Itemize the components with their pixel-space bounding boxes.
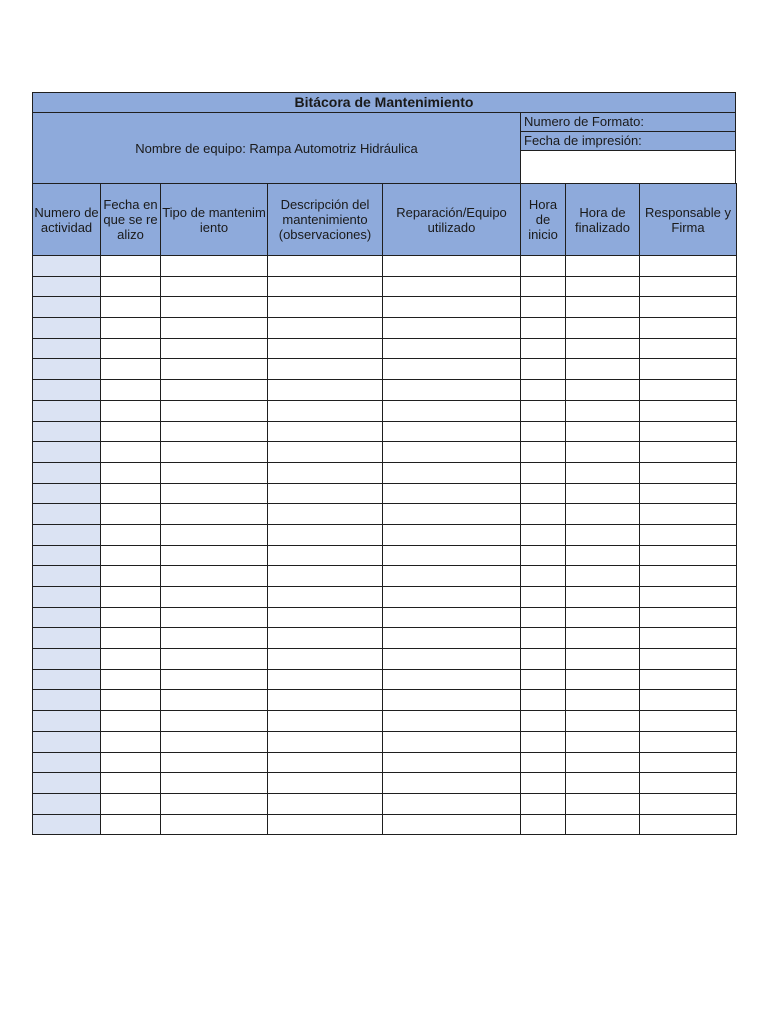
log-cell[interactable]: [566, 504, 640, 525]
log-row: [33, 628, 737, 649]
log-cell[interactable]: [161, 649, 268, 670]
log-cell[interactable]: [33, 649, 101, 670]
log-cell[interactable]: [268, 359, 383, 380]
log-cell[interactable]: [161, 442, 268, 463]
log-row: [33, 504, 737, 525]
log-cell[interactable]: [566, 607, 640, 628]
log-cell[interactable]: [640, 731, 737, 752]
log-cell[interactable]: [33, 752, 101, 773]
log-cell[interactable]: [268, 545, 383, 566]
log-cell[interactable]: [161, 711, 268, 732]
log-cell[interactable]: [566, 752, 640, 773]
print-date-label: Fecha de impresión:: [521, 132, 735, 151]
log-cell[interactable]: [268, 814, 383, 835]
log-cell[interactable]: [268, 380, 383, 401]
log-cell[interactable]: [268, 731, 383, 752]
log-cell[interactable]: [521, 462, 566, 483]
log-cell[interactable]: [33, 566, 101, 587]
log-cell[interactable]: [268, 276, 383, 297]
log-cell[interactable]: [640, 628, 737, 649]
log-cell[interactable]: [33, 607, 101, 628]
log-cell[interactable]: [33, 276, 101, 297]
log-cell[interactable]: [268, 297, 383, 318]
log-cell[interactable]: [566, 793, 640, 814]
log-row: [33, 545, 737, 566]
log-cell[interactable]: [383, 587, 521, 608]
log-cell[interactable]: [101, 297, 161, 318]
log-cell[interactable]: [383, 256, 521, 277]
col-header-start-time: Hora de inicio: [521, 184, 566, 256]
log-cell[interactable]: [101, 338, 161, 359]
log-title: Bitácora de Mantenimiento: [32, 92, 736, 113]
log-cell[interactable]: [33, 690, 101, 711]
log-row: [33, 752, 737, 773]
log-cell[interactable]: [33, 462, 101, 483]
log-cell[interactable]: [101, 545, 161, 566]
log-cell[interactable]: [383, 421, 521, 442]
log-cell[interactable]: [101, 752, 161, 773]
log-cell[interactable]: [33, 814, 101, 835]
log-row: [33, 256, 737, 277]
col-header-end-time: Hora de finalizado: [566, 184, 640, 256]
log-cell[interactable]: [33, 587, 101, 608]
log-cell[interactable]: [383, 793, 521, 814]
log-cell[interactable]: [640, 566, 737, 587]
log-cell[interactable]: [161, 731, 268, 752]
log-cell[interactable]: [383, 359, 521, 380]
log-cell[interactable]: [268, 690, 383, 711]
log-cell[interactable]: [383, 400, 521, 421]
log-cell[interactable]: [101, 587, 161, 608]
equipment-name-label: Nombre de equipo: Rampa Automotriz Hidráulica: [33, 113, 521, 183]
log-cell[interactable]: [161, 607, 268, 628]
log-cell[interactable]: [640, 400, 737, 421]
log-cell[interactable]: [101, 276, 161, 297]
header-row: [33, 184, 737, 256]
log-cell[interactable]: [268, 256, 383, 277]
log-cell[interactable]: [521, 607, 566, 628]
log-row: [33, 711, 737, 732]
log-cell[interactable]: [161, 752, 268, 773]
log-row: [33, 587, 737, 608]
log-cell[interactable]: [161, 628, 268, 649]
log-cell[interactable]: [161, 297, 268, 318]
log-cell[interactable]: [640, 256, 737, 277]
log-cell[interactable]: [640, 421, 737, 442]
log-row: [33, 669, 737, 690]
log-cell[interactable]: [640, 442, 737, 463]
log-cell[interactable]: [161, 276, 268, 297]
log-cell[interactable]: [161, 566, 268, 587]
log-cell[interactable]: [521, 649, 566, 670]
log-cell[interactable]: [566, 400, 640, 421]
log-cell[interactable]: [566, 566, 640, 587]
log-cell[interactable]: [521, 545, 566, 566]
log-cell[interactable]: [521, 731, 566, 752]
log-cell[interactable]: [101, 400, 161, 421]
log-cell[interactable]: [640, 649, 737, 670]
log-cell[interactable]: [521, 669, 566, 690]
log-cell[interactable]: [566, 256, 640, 277]
log-cell[interactable]: [33, 256, 101, 277]
log-cell[interactable]: [640, 669, 737, 690]
log-cell[interactable]: [101, 814, 161, 835]
log-cell[interactable]: [268, 669, 383, 690]
log-cell[interactable]: [383, 566, 521, 587]
log-cell[interactable]: [640, 773, 737, 794]
log-cell[interactable]: [383, 731, 521, 752]
log-cell[interactable]: [383, 814, 521, 835]
log-cell[interactable]: [566, 380, 640, 401]
log-cell[interactable]: [101, 566, 161, 587]
log-cell[interactable]: [383, 483, 521, 504]
col-header-description: Descripción del mantenimiento (observaciones): [268, 184, 383, 256]
maintenance-log-sheet: [32, 92, 736, 835]
log-row: [33, 442, 737, 463]
log-cell[interactable]: [101, 793, 161, 814]
log-cell[interactable]: [161, 421, 268, 442]
log-cell[interactable]: [161, 400, 268, 421]
log-cell[interactable]: [268, 318, 383, 339]
log-cell[interactable]: [383, 504, 521, 525]
log-cell[interactable]: [161, 318, 268, 339]
log-cell[interactable]: [521, 504, 566, 525]
log-cell[interactable]: [383, 276, 521, 297]
log-cell[interactable]: [521, 793, 566, 814]
format-number-label: Numero de Formato:: [521, 113, 735, 132]
log-cell[interactable]: [268, 752, 383, 773]
log-cell[interactable]: [101, 711, 161, 732]
log-cell[interactable]: [521, 566, 566, 587]
log-cell[interactable]: [521, 690, 566, 711]
log-row: [33, 338, 737, 359]
log-cell[interactable]: [101, 690, 161, 711]
log-cell[interactable]: [640, 504, 737, 525]
log-cell[interactable]: [268, 524, 383, 545]
log-cell[interactable]: [521, 256, 566, 277]
log-cell[interactable]: [101, 380, 161, 401]
log-cell[interactable]: [566, 276, 640, 297]
log-cell[interactable]: [33, 793, 101, 814]
log-cell[interactable]: [521, 442, 566, 463]
log-cell[interactable]: [383, 711, 521, 732]
log-cell[interactable]: [640, 690, 737, 711]
log-cell[interactable]: [161, 380, 268, 401]
log-cell[interactable]: [268, 338, 383, 359]
log-cell[interactable]: [521, 400, 566, 421]
log-cell[interactable]: [101, 318, 161, 339]
log-cell[interactable]: [640, 524, 737, 545]
col-header-responsible: Responsable y Firma: [640, 184, 737, 256]
log-cell[interactable]: [268, 628, 383, 649]
log-cell[interactable]: [33, 359, 101, 380]
log-cell[interactable]: [161, 504, 268, 525]
log-row: [33, 421, 737, 442]
log-cell[interactable]: [33, 297, 101, 318]
log-cell[interactable]: [101, 359, 161, 380]
log-cell[interactable]: [161, 338, 268, 359]
log-cell[interactable]: [33, 545, 101, 566]
log-cell[interactable]: [33, 400, 101, 421]
log-cell[interactable]: [521, 338, 566, 359]
log-cell[interactable]: [33, 524, 101, 545]
log-body: [33, 256, 737, 835]
log-cell[interactable]: [640, 380, 737, 401]
log-cell[interactable]: [268, 483, 383, 504]
log-cell[interactable]: [268, 711, 383, 732]
log-cell[interactable]: [161, 669, 268, 690]
log-cell[interactable]: [33, 338, 101, 359]
log-cell[interactable]: [101, 524, 161, 545]
log-cell[interactable]: [566, 628, 640, 649]
log-cell[interactable]: [268, 793, 383, 814]
log-cell[interactable]: [566, 669, 640, 690]
col-header-date: Fecha en que se realizo: [101, 184, 161, 256]
equipment-info-section: [32, 113, 736, 183]
log-cell[interactable]: [566, 338, 640, 359]
log-row: [33, 400, 737, 421]
log-cell[interactable]: [161, 773, 268, 794]
log-cell[interactable]: [33, 318, 101, 339]
log-cell[interactable]: [521, 587, 566, 608]
log-cell[interactable]: [101, 628, 161, 649]
log-cell[interactable]: [521, 359, 566, 380]
log-cell[interactable]: [383, 338, 521, 359]
log-cell[interactable]: [566, 773, 640, 794]
log-cell[interactable]: [521, 483, 566, 504]
log-cell[interactable]: [161, 814, 268, 835]
log-cell[interactable]: [268, 566, 383, 587]
log-cell[interactable]: [33, 731, 101, 752]
log-cell[interactable]: [566, 731, 640, 752]
log-cell[interactable]: [566, 649, 640, 670]
log-cell[interactable]: [521, 297, 566, 318]
log-cell[interactable]: [161, 587, 268, 608]
log-row: [33, 462, 737, 483]
log-cell[interactable]: [566, 587, 640, 608]
log-cell[interactable]: [161, 690, 268, 711]
log-cell[interactable]: [268, 400, 383, 421]
log-cell[interactable]: [33, 773, 101, 794]
format-meta: [521, 113, 735, 183]
log-cell[interactable]: [161, 545, 268, 566]
log-cell[interactable]: [566, 814, 640, 835]
log-cell[interactable]: [383, 524, 521, 545]
log-cell[interactable]: [521, 773, 566, 794]
log-cell[interactable]: [640, 359, 737, 380]
log-cell[interactable]: [33, 711, 101, 732]
log-cell[interactable]: [101, 256, 161, 277]
log-cell[interactable]: [640, 462, 737, 483]
log-cell[interactable]: [101, 649, 161, 670]
log-cell[interactable]: [268, 442, 383, 463]
log-cell[interactable]: [101, 773, 161, 794]
log-cell[interactable]: [566, 297, 640, 318]
log-table: [32, 183, 737, 835]
log-row: [33, 524, 737, 545]
log-cell[interactable]: [566, 545, 640, 566]
log-cell[interactable]: [521, 814, 566, 835]
log-row: [33, 318, 737, 339]
log-cell[interactable]: [101, 462, 161, 483]
log-cell[interactable]: [566, 421, 640, 442]
log-cell[interactable]: [33, 504, 101, 525]
log-cell[interactable]: [640, 297, 737, 318]
log-cell[interactable]: [161, 483, 268, 504]
log-cell[interactable]: [161, 256, 268, 277]
log-cell[interactable]: [101, 607, 161, 628]
col-header-maintenance-type: Tipo de mantenimiento: [161, 184, 268, 256]
log-cell[interactable]: [268, 504, 383, 525]
log-row: [33, 297, 737, 318]
log-row: [33, 814, 737, 835]
log-cell[interactable]: [268, 607, 383, 628]
log-cell[interactable]: [268, 649, 383, 670]
log-cell[interactable]: [101, 731, 161, 752]
log-cell[interactable]: [640, 276, 737, 297]
log-cell[interactable]: [268, 587, 383, 608]
log-cell[interactable]: [566, 483, 640, 504]
log-cell[interactable]: [161, 793, 268, 814]
log-cell[interactable]: [566, 318, 640, 339]
log-cell[interactable]: [383, 628, 521, 649]
log-row: [33, 276, 737, 297]
log-cell[interactable]: [640, 793, 737, 814]
log-cell[interactable]: [383, 297, 521, 318]
log-cell[interactable]: [161, 359, 268, 380]
log-row: [33, 690, 737, 711]
log-cell[interactable]: [383, 690, 521, 711]
log-cell[interactable]: [521, 421, 566, 442]
log-row: [33, 649, 737, 670]
log-cell[interactable]: [640, 607, 737, 628]
log-cell[interactable]: [101, 442, 161, 463]
log-cell[interactable]: [521, 380, 566, 401]
meta-blank-area: [521, 151, 735, 183]
col-header-activity-number: Numero de actividad: [33, 184, 101, 256]
log-cell[interactable]: [33, 628, 101, 649]
log-cell[interactable]: [33, 421, 101, 442]
log-cell[interactable]: [33, 483, 101, 504]
log-cell[interactable]: [640, 338, 737, 359]
log-cell[interactable]: [640, 318, 737, 339]
log-cell[interactable]: [521, 318, 566, 339]
log-row: [33, 483, 737, 504]
log-cell[interactable]: [268, 462, 383, 483]
log-cell[interactable]: [640, 814, 737, 835]
log-cell[interactable]: [521, 276, 566, 297]
log-cell[interactable]: [640, 587, 737, 608]
log-cell[interactable]: [521, 628, 566, 649]
log-cell[interactable]: [640, 545, 737, 566]
log-cell[interactable]: [521, 711, 566, 732]
log-cell[interactable]: [640, 752, 737, 773]
log-cell[interactable]: [101, 504, 161, 525]
log-cell[interactable]: [383, 380, 521, 401]
log-cell[interactable]: [566, 524, 640, 545]
log-cell[interactable]: [161, 462, 268, 483]
log-cell[interactable]: [33, 442, 101, 463]
log-cell[interactable]: [101, 669, 161, 690]
log-cell[interactable]: [566, 711, 640, 732]
log-row: [33, 731, 737, 752]
log-cell[interactable]: [383, 669, 521, 690]
log-cell[interactable]: [383, 752, 521, 773]
log-cell[interactable]: [268, 773, 383, 794]
log-cell[interactable]: [383, 318, 521, 339]
log-cell[interactable]: [640, 483, 737, 504]
log-row: [33, 566, 737, 587]
log-row: [33, 773, 737, 794]
log-row: [33, 359, 737, 380]
log-cell[interactable]: [33, 380, 101, 401]
col-header-repair-equipment: Reparación/Equipo utilizado: [383, 184, 521, 256]
log-cell[interactable]: [383, 442, 521, 463]
log-cell[interactable]: [383, 773, 521, 794]
log-row: [33, 380, 737, 401]
log-cell[interactable]: [383, 649, 521, 670]
log-cell[interactable]: [383, 607, 521, 628]
log-cell[interactable]: [268, 421, 383, 442]
log-cell[interactable]: [566, 442, 640, 463]
log-cell[interactable]: [566, 462, 640, 483]
log-cell[interactable]: [33, 669, 101, 690]
log-cell[interactable]: [566, 690, 640, 711]
log-cell[interactable]: [101, 483, 161, 504]
log-cell[interactable]: [383, 462, 521, 483]
log-cell[interactable]: [521, 752, 566, 773]
log-row: [33, 607, 737, 628]
log-cell[interactable]: [161, 524, 268, 545]
log-cell[interactable]: [566, 359, 640, 380]
log-cell[interactable]: [383, 545, 521, 566]
log-cell[interactable]: [101, 421, 161, 442]
log-row: [33, 793, 737, 814]
log-cell[interactable]: [521, 524, 566, 545]
log-cell[interactable]: [640, 711, 737, 732]
